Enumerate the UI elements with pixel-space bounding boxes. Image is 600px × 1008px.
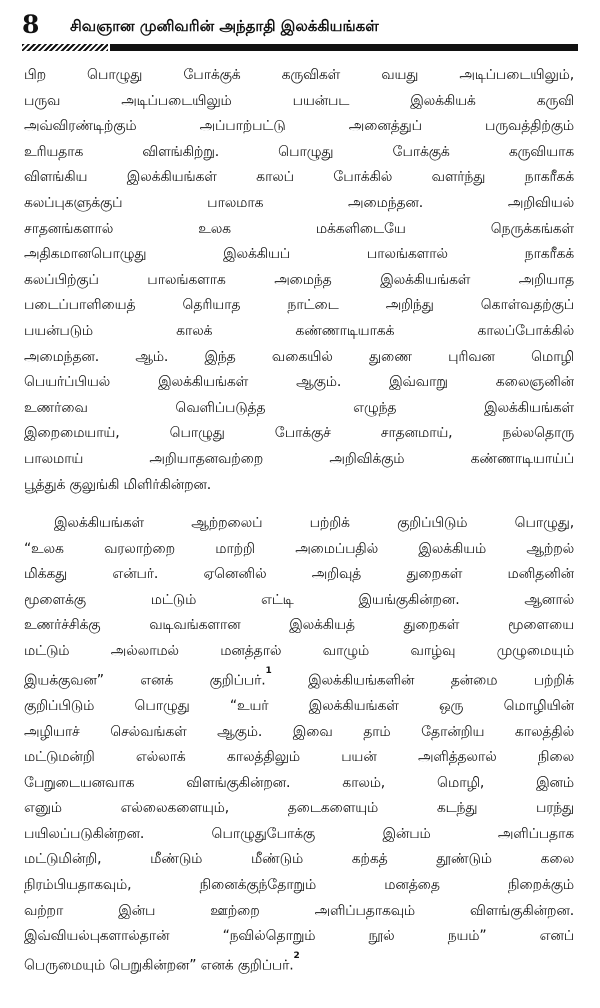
text-line-with-footnote [24,665,574,694]
text-line: நிரம்பியதாகவும், நினைக்குந்தோறும் மனத்தை நிறைக்கும் [24,877,574,894]
text-line: கலப்பிற்குப் பாலங்களாக அமைந்த இலக்கியங்கள் அறியாத [24,271,574,288]
text-line: இலக்கியங்கள் ஆற்றலைப் பற்றிக் குறிப்பிடும் பொழுது, [54,515,574,532]
text-line: வற்றா இன்ப ஊற்றை அளிப்பதாகவும் விளங்குகின்றன. [24,902,574,919]
footnote-marker: 2 [293,950,300,961]
text-line: பயிலப்படுகின்றன. பொழுதுபோக்கு இன்பம் அளிப்பதாக [24,825,574,842]
footnote-marker: 1 [265,665,272,676]
text-line: சாதனங்களால் உலக மக்களிடையே நெருக்கங்கள் [24,220,574,237]
text-line: இவ்வியல்புகளால்தான் “நவில்தொறும் நூல் நயம்” எனப் [24,928,574,945]
text-line: அவ்விரண்டிற்கும் அப்பாற்பட்டு அனைத்துப் பருவத்திற்கும் [24,118,574,135]
text-line: அதிகமானபொழுது இலக்கியப் பாலங்களால் நாகரீகக் [24,246,574,263]
text-line: பிற பொழுது போக்குக் கருவிகள் வயது அடிப்படையிலும், [24,67,574,83]
text-segment: இலக்கியங்களின் தன்மை பற்றிக் [308,672,574,689]
header-solid-rule [110,44,578,51]
text-line: மட்டுமின்றி, மீண்டும் மீண்டும் கற்கத் தூண்டும் கலை [24,851,574,868]
text-line: பெயர்ப்பியல் இலக்கியங்கள் ஆகும். இவ்வாறு கலைஞனின் [24,374,574,391]
text-line-with-footnote [24,950,574,979]
text-line: மட்டுமன்றி எல்லாக் காலத்திலும் பயன் அளித்தலால் நிலை [24,749,574,766]
text-line: கலப்புகளுக்குப் பாலமாக அமைந்தன. அறிவியல் [24,194,574,211]
paragraph-2 [24,511,574,979]
text-line: பாலமாய் அறியாதனவற்றை அறிவிக்கும் கண்ணாடியாய்ப் [24,450,574,467]
text-line: பேறுடையனவாக விளங்குகின்றன. காலம், மொழி, இனம் [24,774,574,791]
paragraph-1 [24,63,574,498]
header-hatched-rule [22,44,108,51]
text-line: மிக்கது என்பர். ஏனெனில் அறிவுத் துறைகள் மனிதனின் [24,566,574,583]
text-line: “உலக வரலாற்றை மாற்றி அமைப்பதில் இலக்கியம் ஆற்றல் [24,540,574,557]
text-line: பயன்படும் காலக் கண்ணாடியாகக் காலப்போக்கில் [24,322,574,339]
body-text [24,63,574,979]
text-line: எனும் எல்லைகளையும், தடைகளையும் கடந்து பரந்து [24,800,574,817]
text-segment: இயக்குவன” எனக் குறிப்பர். [24,672,266,689]
text-line: படைப்பாளியைத் தெரியாத நாட்டை அறிந்து கொள்வதற்குப் [24,297,574,314]
text-segment: பெருமையும் பெறுகின்றன” எனக் குறிப்பர். [24,957,294,974]
text-line: மட்டும் அல்லாமல் மனத்தால் வாழும் வாழ்வு முழுமையும் [24,643,574,660]
text-line: பருவ அடிப்படையிலும் பயன்பட இலக்கியக் கருவி [24,92,574,109]
page-number: 8 [22,10,40,39]
text-line: குறிப்பிடும் பொழுது “உயர் இலக்கியங்கள் ஒரு மொழியின் [24,697,574,714]
text-line: அழியாச் செல்வங்கள் ஆகும். இவை தாம் தோன்றிய காலத்தில் [24,723,574,740]
text-line: உணர்ச்சிக்கு வடிவங்களான இலக்கியத் துறைகள் மூளையை [24,617,574,634]
text-line: உணர்வை வெளிப்படுத்த எழுந்த இலக்கியங்கள் [24,399,574,416]
text-line: உரியதாக விளங்கிற்று. பொழுது போக்குக் கருவியாக [24,143,574,160]
text-line: அமைந்தன. ஆம். இந்த வகையில் துணை புரிவன மொழி [24,348,574,365]
text-line: விளங்கிய இலக்கியங்கள் காலப் போக்கில் வளர்ந்து நாகரீகக் [24,169,574,186]
running-title: சிவஞான முனிவரின் அந்தாதி இலக்கியங்கள் [70,17,379,35]
text-line: பூத்துக் குலுங்கி மிளிர்கின்றன. [24,476,212,493]
page-header [22,10,578,46]
text-line: மூளைக்கு மட்டும் எட்டி இயங்குகின்றன. ஆனால் [24,591,574,608]
text-line: இறைமையாய், பொழுது போக்குச் சாதனமாய், நல்லதொரு [24,425,574,442]
